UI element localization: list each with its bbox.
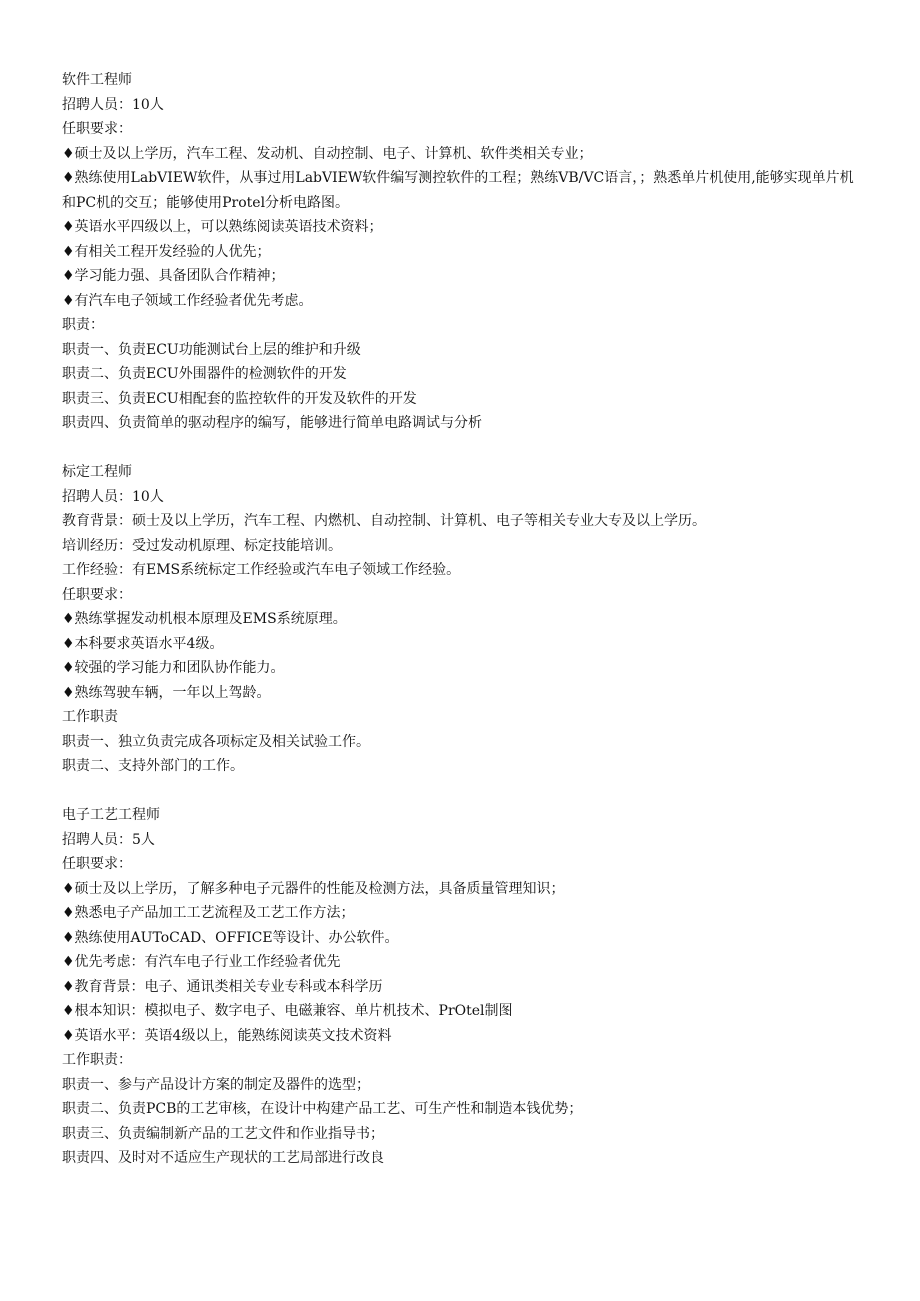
requirement-item: ♦熟练驾驶车辆，一年以上驾龄。 — [62, 684, 271, 701]
duties-heading: 工作职责： — [62, 1052, 132, 1068]
requirement-item: ♦学习能力强、具备团队合作精神； — [62, 268, 285, 284]
requirement-item: ♦硕士及以上学历，汽车工程、发动机、自动控制、电子、计算机、软件类相关专业； — [62, 145, 593, 162]
duties-heading: 工作职责 — [62, 709, 118, 725]
duty-item: 职责二、支持外部门的工作。 — [62, 758, 244, 774]
requirement-item: ♦教育背景：电子、通讯类相关专业专科或本科学历 — [62, 978, 383, 995]
requirement-item: ♦熟练使用LabVIEW软件，从事过用LabVIEW软件编写测控软件的工程；熟练VB/VC语言，；熟悉单片机使用,能够实现单片机和PC机的交互；能够使用Protel分析电路图。 — [62, 170, 854, 211]
duty-item: 职责四、及时对不适应生产现状的工艺局部进行改良 — [62, 1150, 384, 1166]
requirement-item: ♦熟练掌握发动机根本原理及EMS系统原理。 — [62, 611, 347, 627]
duty-item: 职责四、负责简单的驱动程序的编写，能够进行简单电路调试与分析 — [62, 415, 482, 431]
document-page — [62, 68, 862, 1171]
duty-item: 职责一、负责ECU功能测试台上层的维护和升级 — [62, 341, 361, 358]
work-experience: 工作经验：有EMS系统标定工作经验或汽车电子领域工作经验。 — [62, 562, 461, 578]
duty-item: 职责一、独立负责完成各项标定及相关试验工作。 — [62, 733, 370, 750]
requirement-item: ♦熟练使用AUToCAD、OFFICE等设计、办公软件。 — [62, 929, 399, 946]
duty-item: 职责二、负责ECU外围器件的检测软件的开发 — [62, 366, 347, 382]
job-section-electronic-process-engineer — [62, 803, 862, 1171]
requirements-heading: 任职要求： — [62, 586, 132, 603]
requirement-item: ♦有汽车电子领域工作经验者优先考虑。 — [62, 292, 313, 309]
duty-item: 职责一、参与产品设计方案的制定及器件的选型； — [62, 1076, 370, 1093]
duty-item: 职责三、负责ECU相配套的监控软件的开发及软件的开发 — [62, 390, 417, 407]
requirement-item: ♦熟悉电子产品加工工艺流程及工艺工作方法； — [62, 905, 355, 921]
job-section-calibration-engineer — [62, 460, 862, 779]
training-history: 培训经历：受过发动机原理、标定技能培训。 — [62, 537, 342, 554]
requirement-item: ♦英语水平四级以上，可以熟练阅读英语技术资料； — [62, 219, 383, 235]
hiring-count: 招聘人员：10人 — [62, 488, 164, 505]
hiring-count: 招聘人员：10人 — [62, 96, 164, 113]
duty-item: 职责三、负责编制新产品的工艺文件和作业指导书； — [62, 1125, 384, 1142]
requirement-item: ♦根本知识：模拟电子、数字电子、电磁兼容、单片机技术、PrOtel制图 — [62, 1003, 513, 1019]
duties-heading: 职责： — [62, 317, 104, 333]
job-title: 软件工程师 — [62, 72, 132, 88]
duty-item: 职责二、负责PCB的工艺审核，在设计中构建产品工艺、可生产性和制造本钱优势； — [62, 1101, 583, 1117]
requirement-item: ♦本科要求英语水平4级。 — [62, 635, 224, 652]
job-title: 标定工程师 — [62, 464, 132, 480]
requirement-item: ♦较强的学习能力和团队协作能力。 — [62, 660, 285, 676]
requirements-heading: 任职要求： — [62, 121, 132, 137]
requirement-item: ♦有相关工程开发经验的人优先； — [62, 243, 271, 260]
requirement-item: ♦硕士及以上学历，了解多种电子元器件的性能及检测方法，具备质量管理知识； — [62, 880, 565, 897]
requirements-heading: 任职要求： — [62, 856, 132, 872]
requirement-item: ♦优先考虑：有汽车电子行业工作经验者优先 — [62, 954, 341, 970]
education-background: 教育背景：硕士及以上学历，汽车工程、内燃机、自动控制、计算机、电子等相关专业大专及以上学历。 — [62, 513, 706, 529]
job-section-software-engineer — [62, 68, 862, 436]
hiring-count: 招聘人员：5人 — [62, 831, 155, 848]
requirement-item: ♦英语水平：英语4级以上，能熟练阅读英文技术资料 — [62, 1027, 392, 1044]
job-title: 电子工艺工程师 — [62, 807, 160, 823]
